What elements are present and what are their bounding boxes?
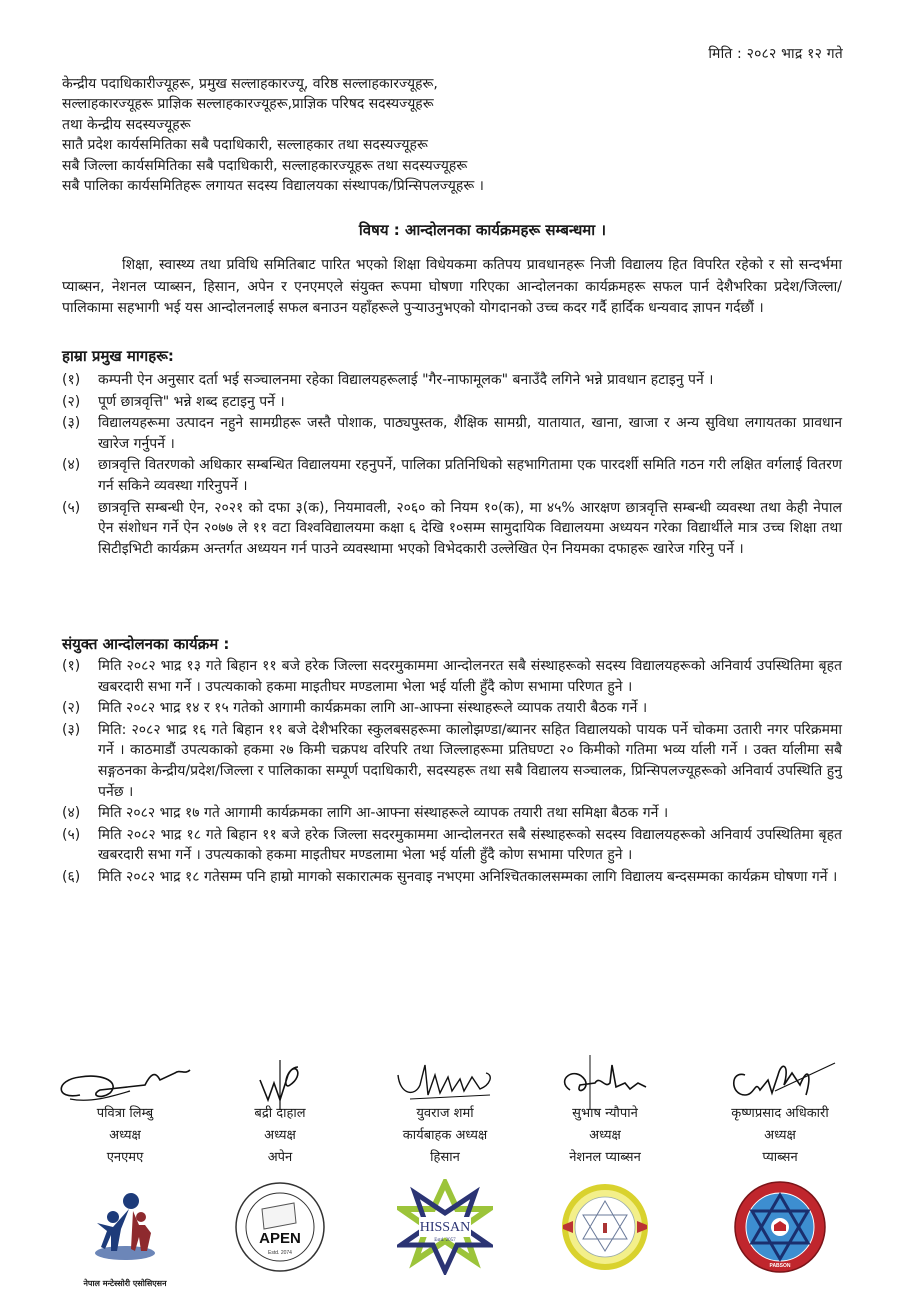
recipient-line: सल्लाहकारज्यूहरू प्राज्ञिक सल्लाहकारज्यूहरू,प्राज्ञिक परिषद सदस्यज्यूहरू [62,96,434,113]
signatory-role: अध्यक्ष [589,1128,621,1143]
intro-paragraph: शिक्षा, स्वास्थ्य तथा प्रविधि समितिबाट पारित भएको शिक्षा विधेयकमा कतिपय प्रावधानहरू निजी विद्यालय हित विपरित रहेको र सो सन्दर्भमा प्याब्सन, नेशनल प्याब्सन, हिसान, अपेन र एनएमएले संयुक्त रूपमा घोषणा गरिएका आन्दोलनका कार्यक्रमहरू सफल पार्न देशैभरिका प्रदेश/जिल्ला/पालिकामा सहभागी भई यस आन्दोलनलाई सफल बनाउन यहाँहरूले पुऱ्याउनुभएको योगदानको उच्च कदर गर्दै हार्दिक धन्यवाद ज्ञापन गर्दछौं । [62,257,842,316]
signatory-name: बद्री दाहाल [254,1106,306,1121]
demands-heading: हाम्रा प्रमुख मागहरू: [62,347,174,365]
item-text: पूर्ण छात्रवृत्ति" भन्ने शब्द हटाइनु पर्ने । [98,393,285,410]
signatory-org: प्याब्सन [762,1150,798,1165]
program-item [62,656,842,697]
item-number: (३) [62,415,81,432]
item-text: मिति २०८२ भाद्र १८ गतेसम्म पनि हाम्रो मागको सकारात्मक सुनवाइ नभएमा अनिश्चितकालसम्मका लागि विद्यालय बन्दसम्मका कार्यक्रम घोषणा गर्ने । [98,868,838,885]
item-number: (६) [62,868,81,885]
recipient-line: सातै प्रदेश कार्यसमितिका सबै पदाधिकारी, सल्लाहकार तथा सदस्यज्यूहरू [62,137,428,154]
item-number: (५) [62,826,81,843]
apen-logo-text: APEN [259,1230,301,1247]
item-number: (२) [62,700,81,717]
signatory-name: युवराज शर्मा [416,1106,474,1121]
recipient-line: सबै पालिका कार्यसमितिहरू लगायत सदस्य विद्यालयका संस्थापक/प्रिन्सिपलज्यूहरू । [62,178,484,195]
recipient-line: केन्द्रीय पदाधिकारीज्यूहरू, प्रमुख सल्लाहकारज्यू, वरिष्ठ सल्लाहकारज्यूहरू, [62,76,438,92]
signatory-name: कृष्णप्रसाद अधिकारी [731,1106,829,1121]
signatory-role: अध्यक्ष [264,1128,296,1143]
item-text: मिति २०८२ भाद्र १७ गते आगामी कार्यक्रमका लागि आ-आफ्ना संस्थाहरूले व्यापक तयारी तथा समिक्षा बैठक गर्ने । [98,805,669,822]
demand-item [62,392,842,413]
item-number: (४) [62,457,81,474]
item-number: (४) [62,805,81,822]
program-item [62,698,842,719]
item-text: कम्पनी ऐन अनुसार दर्ता भई सञ्चालनमा रहेका विद्यालयहरूलाई "गैर-नाफामूलक" बनाउँदै लगिने भन्ने प्रावधान हटाइनु पर्ने । [98,372,714,388]
apen-logo [195,1177,365,1277]
hissan-logo-sub: Estd. 2057 [434,1238,456,1243]
item-text: मिति २०८२ भाद्र १८ गते बिहान ११ बजे हरेक जिल्ला सदरमुकाममा आन्दोलनरत सबै संस्थाहरूको सदस्य विद्यालयहरूको अनिवार्य उपस्थितिमा बृहत खबरदारी सभा गर्ने । उपत्यकाको हकमा माइतीघर मण्डलामा भेला भई र्याली हुँदै कोण सभामा परिणत हुने । [98,826,842,864]
item-text: मिति २०८२ भाद्र १३ गते बिहान ११ बजे हरेक जिल्ला सदरमुकाममा आन्दोलनरत सबै संस्थाहरूको सदस्य विद्यालयहरूको अनिवार्य उपस्थितिमा बृहत खबरदारी सभा गर्ने । उपत्यकाको हकमा माइतीघर मण्डलामा भेला भई र्याली हुँदै कोण सभामा परिणत हुने । [98,658,842,695]
signature-mark [40,1055,210,1107]
hissan-logo [360,1177,530,1277]
signatory-pabson [695,1055,865,1277]
signatory-org: हिसान [430,1150,460,1165]
item-number: (१) [62,372,81,388]
pabson-logo-sub: PABSON [769,1263,791,1269]
letter-subject: विषय : आन्दोलनका कार्यक्रमहरू सम्बन्धमा । [358,221,607,239]
item-number: (१) [62,658,81,674]
signatory-hissan [360,1055,530,1277]
signatory-nma [40,1055,210,1295]
apen-logo-sub: Estd. 2074 [268,1250,292,1256]
signatory-org: नेशनल प्याब्सन [569,1150,641,1165]
demand-item [62,455,842,496]
item-number: (५) [62,499,81,516]
recipient-line: तथा केन्द्रीय सदस्यज्यूहरू [62,116,191,133]
demand-item [62,370,842,391]
signatory-national-pabson [520,1055,690,1277]
program-item [62,825,842,866]
item-text: विद्यालयहरूमा उत्पादन नहुने सामग्रीहरू जस्तै पोशाक, पाठ्यपुस्तक, शैक्षिक सामग्री, यातायात, खाना, खाजा र अन्य सुविधा लगायतका प्रावधान खारेज गर्नुपर्ने । [98,415,842,452]
signatory-role: अध्यक्ष [764,1128,796,1143]
program-item [62,803,842,824]
signatory-name: पवित्रा लिम्बु [96,1106,154,1121]
hissan-logo-text: HISSAN [419,1220,471,1235]
letter-date: मिति : २०८२ भाद्र १२ गते [708,46,843,62]
recipient-line: सबै जिल्ला कार्यसमितिका सबै पदाधिकारी, सल्लाहकारज्यूहरू तथा सदस्यज्यूहरू [62,157,468,174]
demands-list [62,370,842,560]
item-text: मिति २०८२ भाद्र १४ र १५ गतेको आगामी कार्यक्रमका लागि आ-आफ्ना संस्थाहरूले व्यापक तयारी बैठक गर्ने । [98,700,648,717]
recipients-block [62,74,822,196]
nma-logo-caption: नेपाल मन्टेस्सोरी एसोसिएसन [83,1279,167,1288]
programs-heading: संयुक्त आन्दोलनका कार्यक्रम : [62,635,230,653]
item-text: छात्रवृत्ति वितरणको अधिकार सम्बन्धित विद्यालयमा रहनुपर्ने, पालिका प्रतिनिधिको सहभागितामा एक पारदर्शी समिति गठन गरी लक्षित वर्गलाई वितरण गर्न सकिने व्यवस्था गरिनुपर्ने । [98,457,842,494]
item-number: (३) [62,721,81,738]
signatures-block [40,1055,885,1288]
signatory-role: कार्यबाहक अध्यक्ष [402,1128,488,1143]
signatory-name: सुभाष न्यौपाने [572,1106,638,1121]
item-text: मिति: २०८२ भाद्र १६ गते बिहान ११ बजे देशैभरिका स्कुलबसहरूमा कालोझण्डा/ब्यानर सहित विद्यालयको पायक पर्ने चोकमा उतारी नगर परिक्रममा गर्ने । काठमाडौं उपत्यकाको हकमा २७ किमी चक्रपथ वरिपरि तथा जिल्लाहरूमा प्रतिघण्टा २० किमीको गतिमा भव्य र्याली गर्ने । उक्त र्यालीमा सबै सङ्गठनका केन्द्रीय/प्रदेश/जिल्ला र पालिकाका सम्पूर्ण पदाधिकारी, सदस्यहरू तथा सबै विद्यालय सञ्चालक, प्रिन्सिपलज्यूहरूको अनिवार्य उपस्थिति हुनु पर्नेछ । [98,721,842,800]
item-text: छात्रवृत्ति सम्बन्धी ऐन, २०२१ को दफा ३(क), नियमावली, २०६० को नियम १०(क), मा ४५% आरक्षण छात्रवृत्ति सम्बन्धी व्यवस्था तथा केही नेपाल ऐन संशोधन गर्ने ऐन २०७७ ले ११ वटा विश्वविद्यालयमा कक्षा ६ देखि १०सम्म सामुदायिक विद्यालयमा अध्ययन गरेका विद्यार्थीले मात्र उच्च शिक्षा तथा सिटीइभिटी कार्यक्रम अन्तर्गत अध्ययन गर्न पाउने व्यवस्थामा भएको विभेदकारी उल्लेखित ऐन नियमका दफाहरू खारेज गरिनु पर्ने । [98,499,842,557]
demand-item [62,413,842,454]
item-number: (२) [62,393,81,410]
signatory-org: एनएमए [106,1150,144,1165]
signature-mark [695,1055,865,1107]
programs-list [62,656,842,889]
demand-item [62,498,842,560]
signatory-role: अध्यक्ष [109,1128,141,1143]
program-item [62,867,842,888]
national-pabson-logo [520,1177,690,1277]
nma-logo [40,1177,210,1277]
signature-mark [195,1055,365,1107]
signatory-apen [195,1055,365,1277]
program-item [62,720,842,802]
signatory-org: अपेन [267,1150,293,1165]
signature-mark [520,1055,690,1107]
signature-mark [360,1055,530,1107]
pabson-logo [695,1177,865,1277]
